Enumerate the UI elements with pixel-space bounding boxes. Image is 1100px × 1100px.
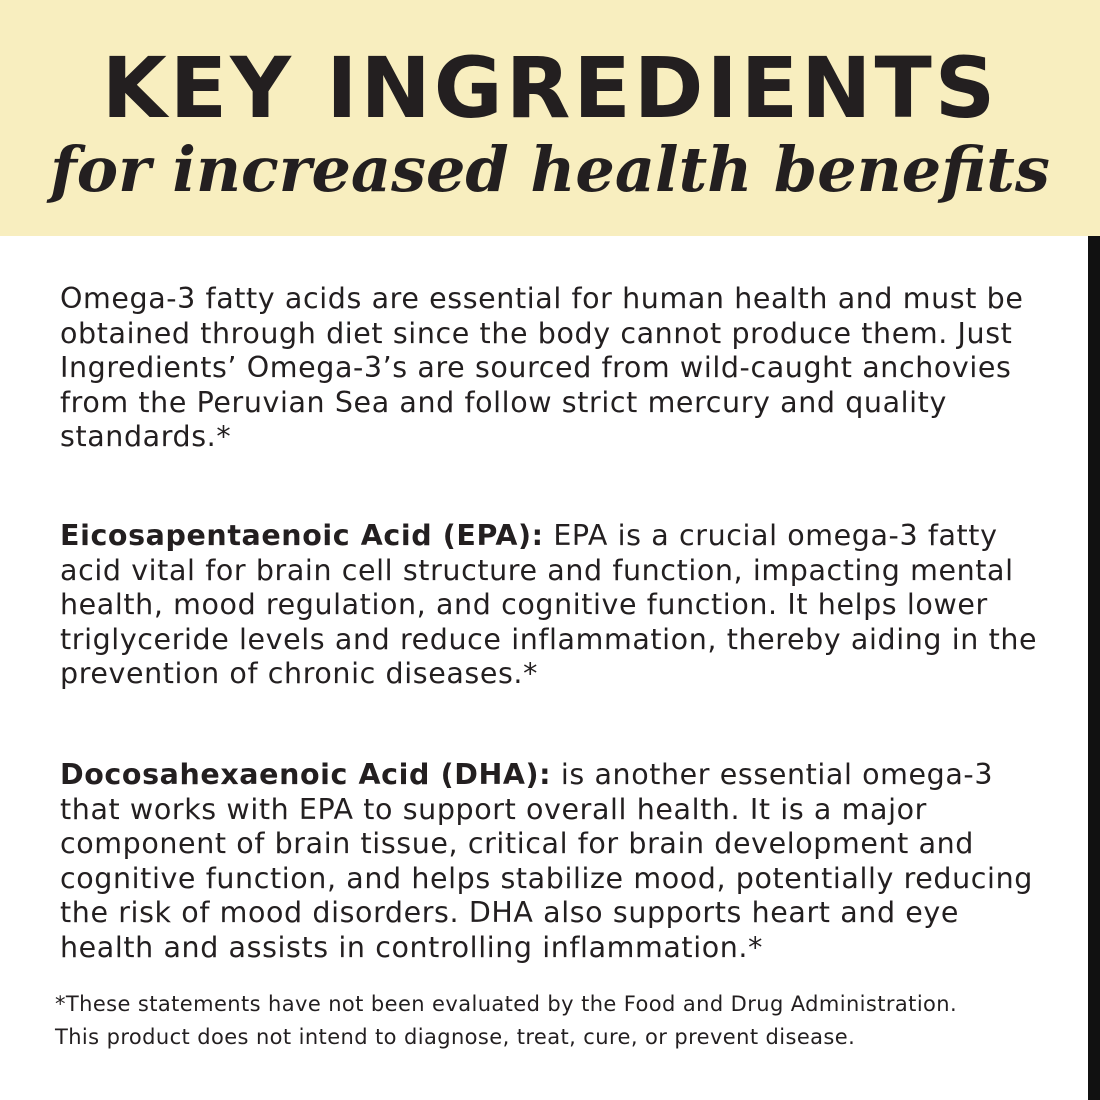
disclaimer-line-2: This product does not intend to diagnose, treat, cure, or prevent disease.: [55, 1025, 856, 1049]
epa-paragraph: [60, 519, 1040, 692]
header-banner: [0, 0, 1100, 236]
epa-term: Eicosapentaenoic Acid (EPA):: [60, 519, 544, 552]
page-title: KEY INGREDIENTS: [101, 39, 999, 137]
epa-description: EPA is a crucial omega-3 fatty acid vital for brain cell structure and function, impacting mental health, mood regulation, and cognitive function. It helps lower triglyceride levels and reduce inflammation, thereby aiding in the prevention of chronic diseases.*: [60, 519, 1038, 690]
intro-paragraph: Omega-3 fatty acids are essential for human health and must be obtained through diet since the body cannot produce them. Just Ingredients’ Omega-3’s are sourced from wild-caught anchovies from the Peruvian Sea and follow strict mercury and quality standards.*: [60, 282, 1024, 453]
dha-paragraph: [60, 758, 1040, 965]
page-subtitle: for increased health benefits: [50, 133, 1050, 206]
fda-disclaimer: [55, 988, 1055, 1054]
dha-description: is another essential omega-3 that works with EPA to support overall health. It is a major component of brain tissue, critical for brain development and cognitive function, and helps stabilize mood, potentially reducing the risk of mood disorders. DHA also supports heart and eye health and assists in controlling inflammation.*: [60, 758, 1033, 964]
disclaimer-line-1: *These statements have not been evaluated by the Food and Drug Administration.: [55, 992, 958, 1016]
dha-term: Docosahexaenoic Acid (DHA):: [60, 758, 552, 791]
right-edge-bar: [1088, 236, 1100, 1100]
